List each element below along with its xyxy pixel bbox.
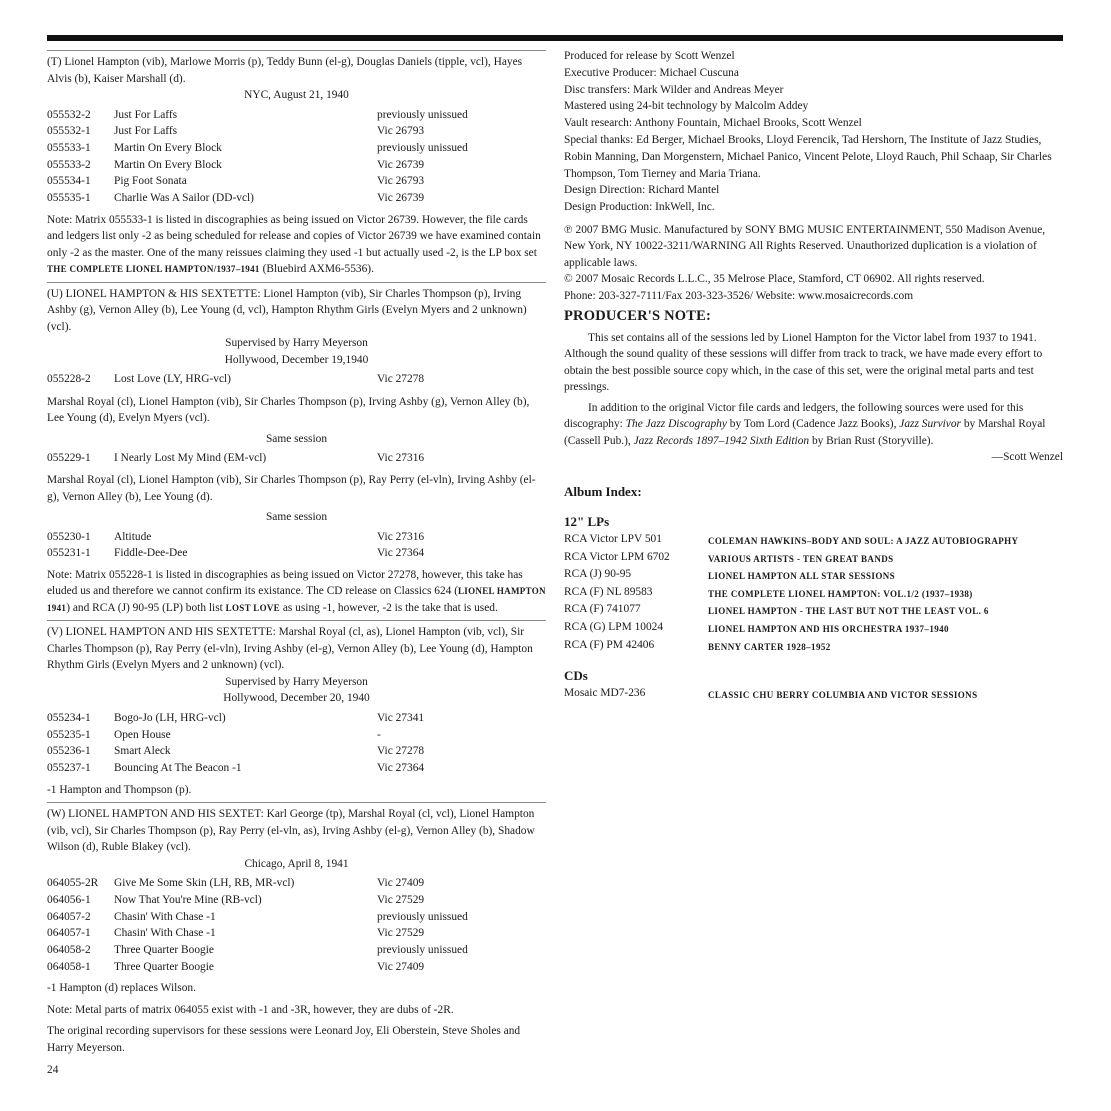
session-note: Note: Metal parts of matrix 064055 exist with -1 and -3R, however, they are dubs of -2R. bbox=[47, 1003, 454, 1016]
legal-notice: ℗ 2007 BMG Music. Manufactured by SONY BMG MUSIC ENTERTAINMENT, 550 Madison Avenue, New York, NY 10022-3211/WARNING All Rights Reserved. Unauthorized duplication is a violation of applicable laws. bbox=[564, 223, 1046, 269]
session-w bbox=[47, 806, 546, 1056]
matrix-number: 055533-2 bbox=[47, 158, 91, 171]
session-personnel-change: Marshal Royal (cl), Lionel Hampton (vib), Sir Charles Thompson (p), Ray Perry (el-vln), Irving Ashby (el-g), Vernon Alley (b), Lee Young (d). bbox=[47, 474, 536, 503]
album-row bbox=[564, 601, 1063, 619]
matrix-number: 055532-1 bbox=[47, 125, 91, 138]
release-number: previously unissued bbox=[377, 141, 468, 154]
track-row bbox=[47, 190, 546, 207]
release-number: previously unissued bbox=[377, 108, 468, 121]
credit-line: Vault research: Anthony Fountain, Michael Brooks, Scott Wenzel bbox=[564, 117, 862, 130]
track-title: Three Quarter Boogie bbox=[114, 960, 214, 973]
track-title: Bogo-Jo (LH, HRG-vcl) bbox=[114, 711, 226, 724]
release-number: Vic 26739 bbox=[377, 158, 425, 171]
track-row bbox=[47, 892, 546, 909]
track-title: Fiddle-Dee-Dee bbox=[114, 547, 188, 560]
album-label-number: RCA (F) PM 42406 bbox=[564, 638, 655, 651]
matrix-number: 055234-1 bbox=[47, 711, 91, 724]
credit-line: Design Production: InkWell, Inc. bbox=[564, 201, 715, 214]
track-title: Now That You're Mine (RB-vcl) bbox=[114, 893, 262, 906]
track-title: Martin On Every Block bbox=[114, 158, 222, 171]
track-row bbox=[47, 173, 546, 190]
track-row bbox=[47, 140, 546, 157]
matrix-number: 055235-1 bbox=[47, 728, 91, 741]
release-number: Vic 27529 bbox=[377, 893, 425, 906]
session-date: NYC, August 21, 1940 bbox=[244, 89, 349, 101]
album-title: CLASSIC CHU BERRY COLUMBIA AND VICTOR SESSIONS bbox=[708, 689, 978, 700]
lp-list bbox=[564, 531, 1063, 654]
track-row bbox=[47, 909, 546, 926]
session-personnel: (V) LIONEL HAMPTON AND HIS SEXTETTE: Marshal Royal (cl, as), Lionel Hampton (vib, vcl), Sir Charles Thompson (p), Ray Perry (el-vln), Irving Ashby (el-g), Vernon Alley (b), Lee Young (d), Hampton Rhythm Girls (Evelyn Myers and 2 unknown) (vcl). bbox=[47, 626, 533, 672]
track-title: Open House bbox=[114, 728, 171, 741]
track-title: Altitude bbox=[114, 530, 152, 543]
producer-note-heading: PRODUCER'S NOTE: bbox=[564, 308, 712, 325]
matrix-number: 055229-1 bbox=[47, 452, 91, 465]
track-row bbox=[47, 450, 546, 467]
top-rule bbox=[47, 35, 1063, 41]
session-supervisor: Supervised by Harry Meyerson bbox=[225, 337, 368, 350]
matrix-number: 055532-2 bbox=[47, 108, 91, 121]
same-session-label: Same session bbox=[265, 511, 328, 523]
session-note: Note: Matrix 055533-1 is listed in discographies as being issued on Victor 26739. However, the file cards and ledgers list only -2 as being scheduled for release and copies of Victor 26739 we have examined contain only -2 as the master. One of the many reissues claiming they used -1 but actually used -2, is the LP box set THE COMPLETE LIONEL HAMPTON/1937–1941 (Bluebird AXM6-5536). bbox=[47, 213, 541, 276]
notes-column bbox=[564, 48, 1063, 702]
track-list bbox=[47, 529, 546, 562]
matrix-number: 064058-2 bbox=[47, 943, 91, 956]
session-note: -1 Hampton and Thompson (p). bbox=[47, 783, 192, 796]
session-personnel: (T) Lionel Hampton (vib), Marlowe Morris (p), Teddy Bunn (el-g), Douglas Daniels (tipple, vcl), Hayes Alvis (b), Kaiser Marshall (d). bbox=[47, 56, 523, 85]
album-title: LIONEL HAMPTON ALL STAR SESSIONS bbox=[708, 571, 896, 582]
release-number: Vic 26793 bbox=[377, 175, 425, 188]
matrix-number: 064056-1 bbox=[47, 893, 91, 906]
same-session-label: Same session bbox=[265, 432, 328, 445]
album-title: LIONEL HAMPTON AND HIS ORCHESTRA 1937–1940 bbox=[708, 623, 949, 634]
album-label-number: RCA Victor LPM 6702 bbox=[564, 550, 670, 563]
session-personnel: (U) LIONEL HAMPTON & HIS SEXTETTE: Lionel Hampton (vib), Sir Charles Thompson (p), Irving Ashby (g), Vernon Alley (b), Lee Young (d, vcl), Hampton Rhythm Girls (Evelyn Myers and 2 unknown) (vcl). bbox=[47, 287, 527, 333]
page-number: 24 bbox=[47, 1064, 59, 1076]
track-row bbox=[47, 710, 546, 727]
track-row bbox=[47, 760, 546, 777]
matrix-number: 055237-1 bbox=[47, 761, 91, 774]
track-row bbox=[47, 371, 546, 388]
release-number: Vic 27409 bbox=[377, 960, 425, 973]
track-row bbox=[47, 545, 546, 562]
session-date: Hollywood, December 19,1940 bbox=[224, 353, 369, 366]
release-number: Vic 27409 bbox=[377, 877, 425, 890]
track-title: I Nearly Lost My Mind (EM-vcl) bbox=[114, 452, 267, 465]
credit-line: Disc transfers: Mark Wilder and Andreas Meyer bbox=[564, 83, 784, 96]
release-number: previously unissued bbox=[377, 910, 468, 923]
release-number: Vic 27529 bbox=[377, 927, 425, 940]
cds-heading: CDs bbox=[564, 668, 588, 684]
track-list bbox=[47, 710, 546, 777]
session-v bbox=[47, 624, 546, 798]
matrix-number: 055236-1 bbox=[47, 745, 91, 758]
credit-line: Design Direction: Richard Mantel bbox=[564, 184, 720, 197]
album-label-number: RCA (F) NL 89583 bbox=[564, 585, 653, 598]
album-title: VARIOUS ARTISTS - TEN GREAT BANDS bbox=[708, 553, 894, 564]
session-note: The original recording supervisors for these sessions were Leonard Joy, Eli Oberstein, Steve Sholes and Harry Meyerson. bbox=[47, 1025, 521, 1054]
track-title: Charlie Was A Sailor (DD-vcl) bbox=[114, 191, 254, 204]
session-personnel: (W) LIONEL HAMPTON AND HIS SEXTET: Karl George (tp), Marshal Royal (cl, vcl), Lionel Hampton (vib, vcl), Sir Charles Thompson (p), Ray Perry (el-vln, as), Irving Ashby (el-g), Vernon Alley (b), Shadow Wilson (d), Ruble Blakey (vcl). bbox=[47, 808, 535, 854]
copyright-notice: © 2007 Mosaic Records L.L.C., 35 Melrose Place, Stamford, CT 06902. All rights reserved. bbox=[564, 273, 985, 286]
track-row bbox=[47, 743, 546, 760]
credit-line: Special thanks: Ed Berger, Michael Brooks, Lloyd Ferencik, Tad Hershorn, The Institute of Jazz Studies, Robin Manning, Dan Morgenstern, Michael Panico, Vincent Pelote, Lloyd Rauch, Phil Schaap, Sir Charles Thompson, Tom Tierney and Maria Triana. bbox=[564, 133, 1052, 180]
album-index-heading: Album Index: bbox=[564, 483, 642, 499]
matrix-number: 055228-2 bbox=[47, 373, 91, 386]
track-row bbox=[47, 157, 546, 174]
matrix-number: 055535-1 bbox=[47, 191, 91, 204]
album-title: BENNY CARTER 1928–1952 bbox=[708, 641, 831, 652]
session-date: Chicago, April 8, 1941 bbox=[244, 857, 349, 870]
track-list bbox=[47, 107, 546, 207]
matrix-number: 055230-1 bbox=[47, 530, 91, 543]
cd-list bbox=[564, 685, 1063, 703]
album-title: COLEMAN HAWKINS–BODY AND SOUL: A JAZZ AUTOBIOGRAPHY bbox=[708, 535, 1019, 546]
credit-line: Produced for release by Scott Wenzel bbox=[564, 50, 735, 62]
album-row bbox=[564, 549, 1063, 567]
album-label-number: Mosaic MD7-236 bbox=[564, 686, 646, 699]
session-supervisor: Supervised by Harry Meyerson bbox=[225, 675, 368, 688]
track-row bbox=[47, 942, 546, 959]
matrix-number: 055231-1 bbox=[47, 547, 91, 560]
album-title: LIONEL HAMPTON - THE LAST BUT NOT THE LEAST VOL. 6 bbox=[708, 606, 989, 617]
lps-heading: 12" LPs bbox=[564, 514, 610, 530]
track-row bbox=[47, 925, 546, 942]
matrix-number: 064055-2R bbox=[47, 877, 99, 890]
track-row bbox=[47, 529, 546, 546]
session-note: Note: Matrix 055228-1 is listed in discographies as being issued on Victor 27278, however, this take has eluded us and therefore we cannot confirm its existance. The CD release on Classics 624 (LIONEL HAMPTON 1941) and RCA (J) 90-95 (LP) both list LOST LOVE as using -1, however, -2 is the take that is used. bbox=[47, 568, 546, 614]
track-title: Just For Laffs bbox=[114, 108, 178, 121]
producer-note-paragraph: This set contains all of the sessions led by Lionel Hampton for the Victor label from 1937 to 1941. Although the sound quality of these sessions will differ from track to track, we have made every effort to obtain the best possible source copy which, in the case of this set, were the original metal parts and test pressings. bbox=[564, 331, 1043, 394]
album-label-number: RCA (G) LPM 10024 bbox=[564, 620, 664, 633]
session-personnel-change: Marshal Royal (cl), Lionel Hampton (vib), Sir Charles Thompson (p), Irving Ashby (g), Vernon Alley (b), Lee Young (d), Evelyn Myers (vcl). bbox=[47, 395, 530, 425]
track-row bbox=[47, 727, 546, 744]
production-credits bbox=[564, 48, 1063, 216]
track-row bbox=[47, 875, 546, 892]
track-row bbox=[47, 123, 546, 140]
release-number: Vic 27278 bbox=[377, 745, 425, 758]
credit-line: Executive Producer: Michael Cuscuna bbox=[564, 66, 739, 79]
album-row bbox=[564, 531, 1063, 549]
album-label-number: RCA (J) 90-95 bbox=[564, 568, 632, 581]
release-number: - bbox=[377, 728, 381, 741]
track-list bbox=[47, 875, 546, 975]
track-title: Give Me Some Skin (LH, RB, MR-vcl) bbox=[114, 877, 295, 890]
producer-note-paragraph: In addition to the original Victor file cards and ledgers, the following sources were used for this discography: The Jazz Discography by Tom Lord (Cadence Jazz Books), Jazz Survivor by Marshal Royal (Cassell Pub.), Jazz Records 1897–1942 Sixth Edition by Brian Rust (Storyville). bbox=[564, 401, 1046, 447]
session-u bbox=[47, 286, 546, 617]
session-divider bbox=[47, 620, 546, 621]
session-divider bbox=[47, 282, 546, 283]
track-title: Chasin' With Chase -1 bbox=[114, 910, 216, 923]
track-title: Lost Love (LY, HRG-vcl) bbox=[114, 373, 231, 386]
matrix-number: 055533-1 bbox=[47, 141, 91, 154]
track-title: Martin On Every Block bbox=[114, 141, 222, 154]
track-row bbox=[47, 107, 546, 124]
album-label-number: RCA Victor LPV 501 bbox=[564, 532, 662, 545]
matrix-number: 064057-2 bbox=[47, 910, 91, 923]
album-row bbox=[564, 637, 1063, 655]
matrix-number: 055534-1 bbox=[47, 175, 91, 188]
track-row bbox=[47, 959, 546, 976]
album-label-number: RCA (F) 741077 bbox=[564, 603, 641, 616]
release-number: Vic 27341 bbox=[377, 711, 425, 724]
track-title: Just For Laffs bbox=[114, 125, 178, 138]
track-title: Chasin' With Chase -1 bbox=[114, 927, 216, 940]
release-number: Vic 27364 bbox=[377, 761, 425, 774]
album-row bbox=[564, 584, 1063, 602]
session-divider bbox=[47, 802, 546, 803]
track-list bbox=[47, 450, 546, 467]
session-t bbox=[47, 54, 546, 278]
producer-signature: —Scott Wenzel bbox=[991, 451, 1063, 464]
release-number: Vic 27364 bbox=[377, 547, 425, 560]
matrix-number: 064057-1 bbox=[47, 927, 91, 940]
album-row bbox=[564, 685, 1063, 703]
track-list bbox=[47, 371, 546, 388]
contact-info: Phone: 203-327-7111/Fax 203-323-3526/ Website: www.mosaicrecords.com bbox=[564, 289, 914, 302]
release-number: Vic 27316 bbox=[377, 530, 425, 543]
release-number: Vic 26793 bbox=[377, 125, 425, 138]
session-date: Hollywood, December 20, 1940 bbox=[223, 692, 370, 705]
track-title: Three Quarter Boogie bbox=[114, 943, 214, 956]
track-title: Pig Foot Sonata bbox=[114, 175, 187, 188]
track-title: Bouncing At The Beacon -1 bbox=[114, 761, 242, 774]
album-title: THE COMPLETE LIONEL HAMPTON: VOL.1/2 (1937–1938) bbox=[708, 588, 973, 599]
release-number: previously unissued bbox=[377, 943, 468, 956]
release-number: Vic 27316 bbox=[377, 452, 425, 465]
session-note: -1 Hampton (d) replaces Wilson. bbox=[47, 982, 196, 995]
credit-line: Mastered using 24-bit technology by Malcolm Addey bbox=[564, 100, 809, 113]
session-divider bbox=[47, 50, 546, 51]
track-title: Smart Aleck bbox=[114, 745, 171, 758]
album-row bbox=[564, 566, 1063, 584]
album-row bbox=[564, 619, 1063, 637]
release-number: Vic 27278 bbox=[377, 373, 425, 386]
discography-column bbox=[47, 48, 546, 1060]
matrix-number: 064058-1 bbox=[47, 960, 91, 973]
release-number: Vic 26739 bbox=[377, 191, 425, 204]
